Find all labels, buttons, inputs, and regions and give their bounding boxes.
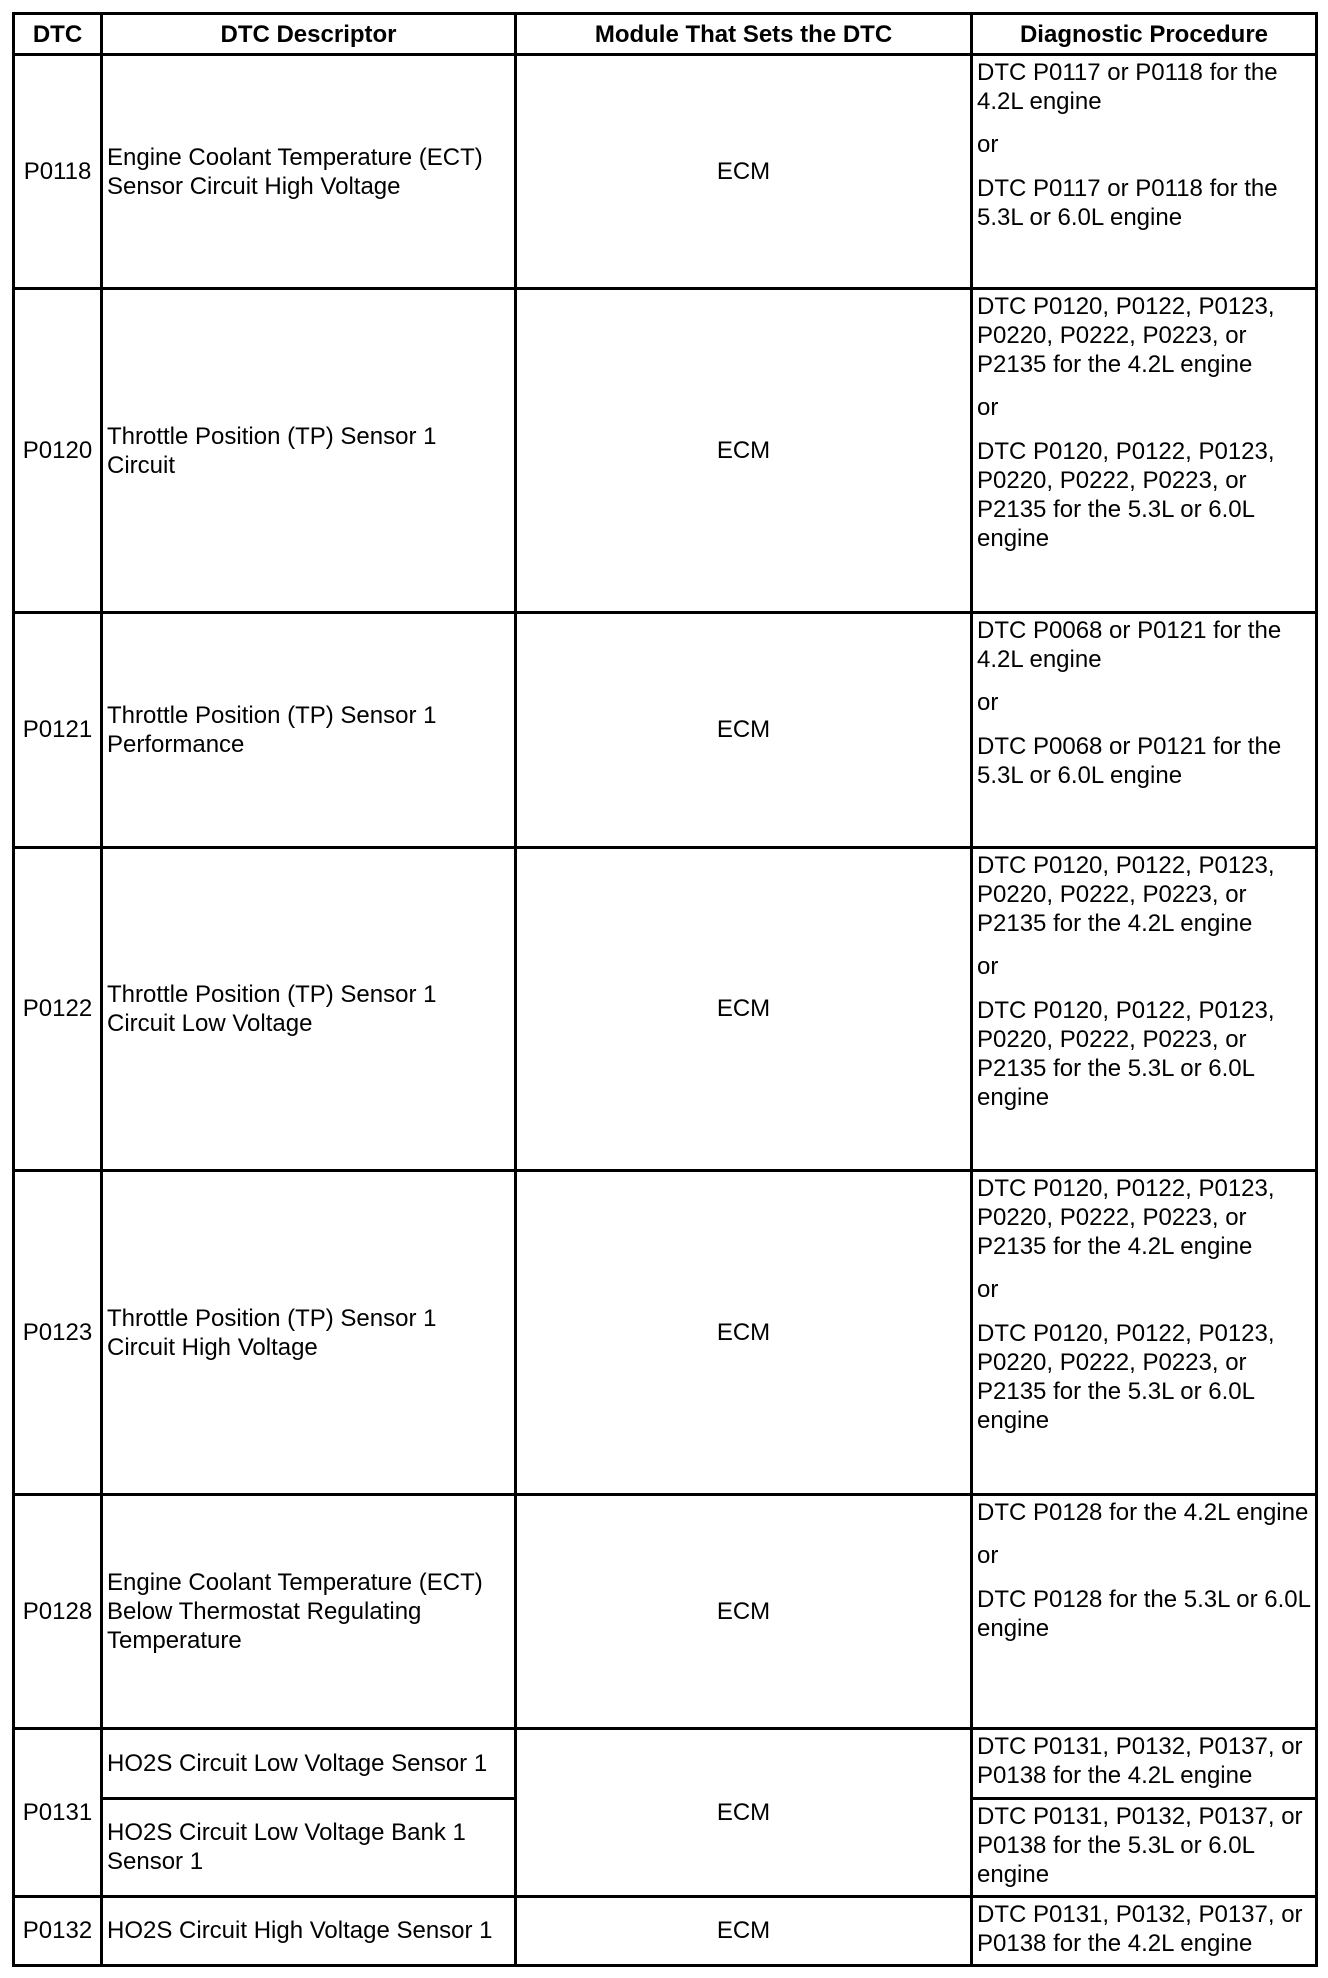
dtc-code: P0118 [14,55,102,289]
procedure-or: or [977,394,999,422]
header-descriptor: DTC Descriptor [102,14,516,55]
procedure-4-2l: DTC P0120, P0122, P0123, P0220, P0222, P0223, or P2135 for the 4.2L engine [977,851,1275,937]
procedure-4-2l: DTC P0117 or P0118 for the 4.2L engine [977,59,1278,115]
procedure-5-3l-6-0l: DTC P0117 or P0118 for the 5.3L or 6.0L engine [977,175,1278,231]
dtc-table [12,12,1318,1967]
dtc-code: P0121 [14,613,102,847]
procedure-4-2l: DTC P0120, P0122, P0123, P0220, P0222, P0223, or P2135 for the 4.2L engine [977,1175,1275,1261]
table-row [14,55,1317,289]
dtc-code: P0132 [14,1896,102,1965]
diagnostic-procedure [972,1494,1317,1728]
diagnostic-procedure [972,847,1317,1171]
diagnostic-procedure: DTC P0131, P0132, P0137, or P0138 for the 4.2L engine [972,1729,1317,1798]
dtc-descriptor: Throttle Position (TP) Sensor 1 Circuit High Voltage [102,1171,516,1495]
module-name: ECM [516,1494,972,1728]
diagnostic-procedure [972,55,1317,289]
procedure-or: or [977,1276,999,1304]
diagnostic-procedure [972,613,1317,847]
dtc-descriptor: Throttle Position (TP) Sensor 1 Circuit [102,289,516,613]
dtc-code: P0131 [14,1729,102,1896]
dtc-descriptor: HO2S Circuit Low Voltage Sensor 1 [102,1729,516,1798]
diagnostic-procedure: DTC P0131, P0132, P0137, or P0138 for the 5.3L or 6.0L engine [972,1798,1317,1896]
module-name: ECM [516,847,972,1171]
procedure-or: or [977,1541,999,1569]
dtc-code: P0128 [14,1494,102,1728]
procedure-5-3l-6-0l: DTC P0120, P0122, P0123, P0220, P0222, P0223, or P2135 for the 5.3L or 6.0L engine [977,438,1275,553]
module-name: ECM [516,1896,972,1965]
dtc-descriptor: Engine Coolant Temperature (ECT) Sensor Circuit High Voltage [102,55,516,289]
module-name: ECM [516,1729,972,1896]
dtc-code: P0123 [14,1171,102,1495]
procedure-4-2l: DTC P0120, P0122, P0123, P0220, P0222, P0223, or P2135 for the 4.2L engine [977,293,1275,379]
dtc-descriptor: Throttle Position (TP) Sensor 1 Performance [102,613,516,847]
module-name: ECM [516,55,972,289]
dtc-descriptor: Engine Coolant Temperature (ECT) Below Thermostat Regulating Temperature [102,1494,516,1728]
diagnostic-procedure [972,1171,1317,1495]
module-name: ECM [516,289,972,613]
diagnostic-procedure: DTC P0131, P0132, P0137, or P0138 for the 4.2L engine [972,1896,1317,1965]
header-procedure: Diagnostic Procedure [972,14,1317,55]
table-row [14,613,1317,847]
dtc-descriptor: HO2S Circuit High Voltage Sensor 1 [102,1896,516,1965]
dtc-descriptor: Throttle Position (TP) Sensor 1 Circuit Low Voltage [102,847,516,1171]
table-row [14,1896,1317,1965]
procedure-5-3l-6-0l: DTC P0068 or P0121 for the 5.3L or 6.0L engine [977,733,1282,790]
diagnostic-procedure [972,289,1317,613]
module-name: ECM [516,613,972,847]
procedure-or: or [977,131,999,158]
procedure-or: or [977,952,999,980]
table-row [14,847,1317,1171]
table-row [14,1729,1317,1798]
procedure-or: or [977,689,999,717]
header-module: Module That Sets the DTC [516,14,972,55]
procedure-4-2l: DTC P0128 for the 4.2L engine [977,1498,1309,1526]
dtc-code: P0122 [14,847,102,1171]
procedure-5-3l-6-0l: DTC P0128 for the 5.3L or 6.0L engine [977,1585,1311,1642]
dtc-descriptor: HO2S Circuit Low Voltage Bank 1 Sensor 1 [102,1798,516,1896]
table-row [14,1171,1317,1495]
procedure-5-3l-6-0l: DTC P0120, P0122, P0123, P0220, P0222, P0223, or P2135 for the 5.3L or 6.0L engine [977,996,1275,1111]
header-row [14,14,1317,55]
procedure-4-2l: DTC P0068 or P0121 for the 4.2L engine [977,617,1282,674]
table-row [14,1494,1317,1728]
procedure-5-3l-6-0l: DTC P0120, P0122, P0123, P0220, P0222, P0223, or P2135 for the 5.3L or 6.0L engine [977,1320,1275,1435]
header-dtc: DTC [14,14,102,55]
dtc-code: P0120 [14,289,102,613]
table-row [14,289,1317,613]
module-name: ECM [516,1171,972,1495]
